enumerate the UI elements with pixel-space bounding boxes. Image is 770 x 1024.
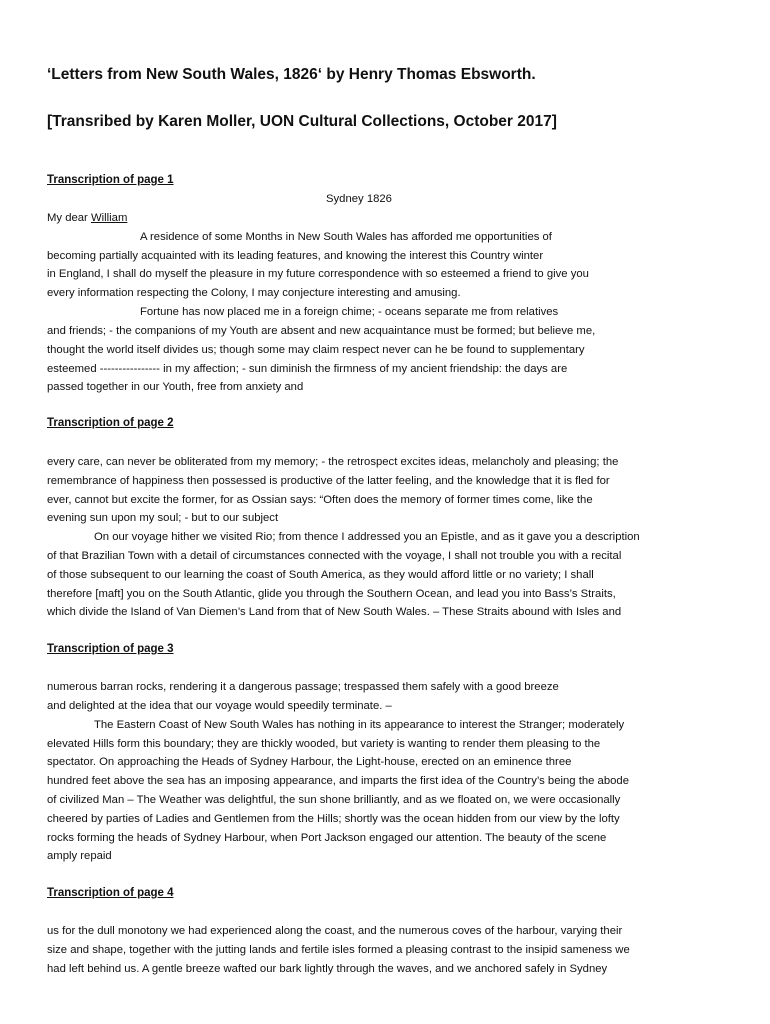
- text-line: spectator. On approaching the Heads of Sydney Harbour, the Light-house, erected on an eminence three: [47, 756, 572, 768]
- text-line: hundred feet above the sea has an imposing appearance, and imparts the first idea of the Country’s being the abode: [47, 775, 629, 787]
- text-line: numerous barran rocks, rendering it a dangerous passage; trespassed them safely with a good breeze: [47, 681, 559, 693]
- document-title: ‘Letters from New South Wales, 1826‘ by Henry Thomas Ebsworth.: [47, 66, 536, 83]
- place-date: Sydney 1826: [326, 193, 392, 205]
- text-line: and friends; - the companions of my Youth are absent and new acquaintance must be formed; but believe me,: [47, 325, 596, 337]
- page2-heading: Transcription of page 2: [47, 417, 174, 429]
- text-line: thought the world itself divides us; though some may claim respect never can he be found to supplementary: [47, 344, 585, 356]
- text-line: of that Brazilian Town with a detail of circumstances connected with the voyage, I shall not trouble you with a recital: [47, 550, 622, 562]
- text-line: and delighted at the idea that our voyage would speedily terminate. –: [47, 700, 392, 712]
- text-line: becoming partially acquainted with its leading features, and knowing the interest this Country winter: [47, 250, 544, 262]
- text-line: The Eastern Coast of New South Wales has nothing in its appearance to interest the Stranger; moderately: [94, 719, 625, 731]
- text-line: size and shape, together with the jutting lands and fertile isles formed a pleasing contrast to the insipid sameness we: [47, 944, 630, 956]
- text-line: therefore [maft] you on the South Atlantic, glide you through the Southern Ocean, and lead you into Bass’s Straits,: [47, 588, 616, 600]
- page4-heading: Transcription of page 4: [47, 887, 174, 899]
- document-subtitle: [Transribed by Karen Moller, UON Cultural Collections, October 2017]: [47, 113, 557, 130]
- text-line: which divide the Island of Van Diemen’s Land from that of New South Wales. – These Straits abound with Isles and: [47, 606, 622, 618]
- page3-heading: Transcription of page 3: [47, 643, 174, 655]
- text-line: of those subsequent to our learning the coast of South America, as they would afford little or no variety; I shall: [47, 569, 594, 581]
- text-line: evening sun upon my soul; - but to our subject: [47, 512, 279, 524]
- text-line: cheered by parties of Ladies and Gentlemen from the Hills; shortly was the ocean hidden from our view by the lofty: [47, 813, 620, 825]
- page1-heading: Transcription of page 1: [47, 174, 174, 186]
- text-line: of civilized Man – The Weather was delightful, the sun shone brilliantly, and as we floated on, we were occasionally: [47, 794, 621, 806]
- salutation: [47, 211, 127, 225]
- salutation-prefix: My dear: [47, 212, 91, 224]
- text-line: every information respecting the Colony, I may conjecture interesting and amusing.: [47, 287, 461, 299]
- text-line: us for the dull monotony we had experienced along the coast, and the numerous coves of the harbour, varying their: [47, 925, 623, 937]
- text-line: rocks forming the heads of Sydney Harbour, when Port Jackson engaged our attention. The beauty of the scene: [47, 832, 607, 844]
- text-line: every care, can never be obliterated from my memory; - the retrospect excites ideas, melancholy and pleasing; the: [47, 456, 619, 468]
- text-line: On our voyage hither we visited Rio; from thence I addressed you an Epistle, and as it gave you a description: [94, 531, 640, 543]
- text-line: ever, cannot but excite the former, for as Ossian says: “Often does the memory of former times come, like the: [47, 494, 593, 506]
- text-line: passed together in our Youth, free from anxiety and: [47, 381, 304, 393]
- text-line: esteemed ---------------- in my affection; - sun diminish the firmness of my ancient friendship: the days are: [47, 363, 568, 375]
- text-line: Fortune has now placed me in a foreign chime; - oceans separate me from relatives: [140, 306, 559, 318]
- text-line: had left behind us. A gentle breeze wafted our bark lightly through the waves, and we anchored safely in Sydney: [47, 963, 608, 975]
- text-line: in England, I shall do myself the pleasure in my future correspondence with so esteemed a friend to give you: [47, 268, 589, 280]
- text-line: remembrance of happiness then possessed is productive of the latter feeling, and the knowledge that it is fled for: [47, 475, 610, 487]
- text-line: amply repaid: [47, 850, 112, 862]
- text-line: A residence of some Months in New South Wales has afforded me opportunities of: [140, 231, 552, 243]
- text-line: elevated Hills form this boundary; they are thickly wooded, but variety is wanting to render them pleasing to the: [47, 738, 601, 750]
- salutation-name: William: [90, 212, 128, 224]
